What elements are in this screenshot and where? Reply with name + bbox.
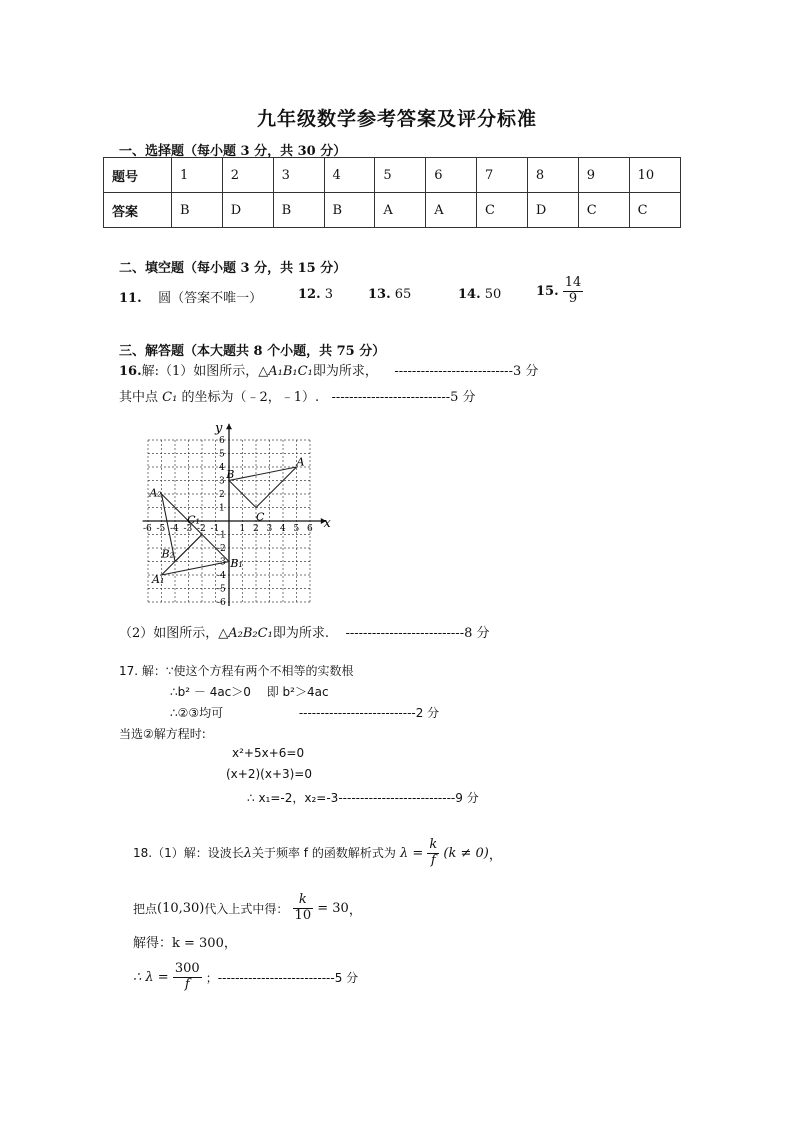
point-label-b1: B₁ (230, 556, 243, 570)
y-axis-label: y (215, 420, 223, 436)
score-marker: ---------------------------8 分 (345, 626, 490, 641)
row-header-answer: 答案 (104, 193, 172, 228)
table-cell: 8 (527, 158, 578, 193)
q18-point: (10,30) (157, 900, 205, 916)
q15-numerator: 14 (564, 275, 582, 290)
x-tick-label: 6 (307, 524, 313, 534)
q18-eq-numerator: k (429, 837, 438, 852)
answer-table (103, 157, 681, 228)
score-marker: ---------------------------9 分 (338, 791, 479, 805)
y-tick-label: 6 (219, 436, 225, 446)
x-axis-label: x (323, 516, 331, 531)
section3-heading: 三、解答题（本大题共 8 个小题，共 75 分） (119, 344, 386, 359)
table-row (104, 193, 681, 228)
q17-line7 (247, 789, 479, 806)
q18-line1-text2: 关于频率 f 的函数解析式为 (251, 845, 396, 860)
q17-line2: ∴b² － 4ac＞0 即 b²＞4ac (170, 685, 329, 699)
graph-tick-labels (143, 436, 313, 608)
table-cell: 9 (578, 158, 629, 193)
q18-eq-condition: (k ≠ 0) (443, 845, 489, 861)
q18-line2-end: ， (348, 902, 362, 918)
fill-answer-14 (458, 287, 501, 302)
q18-line2-text2: 代入上式中得： (204, 901, 289, 916)
y-tick-label: 2 (219, 490, 225, 500)
q18-eq-denominator: f (430, 852, 436, 868)
table-cell: C (477, 193, 528, 228)
q18-result-numerator: 300 (174, 961, 200, 976)
table-cell: 1 (171, 158, 222, 193)
q17-line1: 17. 解：∵使这个方程有两个不相等的实数根 (119, 664, 354, 678)
q15-fraction (563, 276, 584, 307)
q18-result-denominator: f (184, 976, 190, 992)
y-tick-label: 5 (219, 449, 225, 460)
x-tick-label: 1 (239, 524, 246, 534)
table-cell: A (375, 193, 426, 228)
y-tick-label: -3 (217, 557, 226, 568)
q15-number: 15. (536, 283, 559, 299)
point-label-a2: A₂ (149, 486, 162, 500)
table-cell: 6 (426, 158, 477, 193)
q16-line1 (119, 360, 538, 379)
y-tick-label: 4 (219, 463, 225, 473)
table-cell: 3 (273, 158, 324, 193)
point-label-c1: C₁ (187, 513, 200, 527)
fill-answer-13 (368, 287, 411, 302)
q18-line2-text: 把点 (133, 901, 158, 916)
q17-line5: x²+5x+6=0 (232, 746, 305, 760)
q18-sub-numerator: k (293, 893, 314, 909)
y-tick-label: 3 (219, 476, 225, 487)
y-tick-label: 1 (219, 503, 225, 514)
score-marker: ；---------------------------5 分 (205, 970, 359, 985)
table-row (104, 158, 681, 193)
q11-number: 11. (119, 291, 142, 306)
fill-answer-15 (536, 276, 583, 307)
q17-line4: 当选②解方程时: (119, 727, 206, 741)
table-cell: C (629, 193, 680, 228)
y-tick-label: -5 (217, 584, 226, 595)
point-label-a1: A₁ (152, 573, 165, 587)
table-cell: B (324, 193, 375, 228)
q16-triangle1: A₁B₁C₁ (268, 364, 313, 379)
table-cell: D (222, 193, 273, 228)
section1-heading: 一、选择题（每小题 3 分，共 30 分） (119, 144, 347, 159)
q13-number: 13. (368, 287, 391, 302)
x-tick-label: -1 (210, 524, 220, 534)
table-cell: B (273, 193, 324, 228)
q18-line4 (133, 962, 358, 993)
q14-answer: 50 (484, 287, 502, 302)
q13-answer: 65 (394, 287, 412, 302)
q16-number: 16. (119, 364, 142, 379)
q18-result-lhs: ∴ λ = (133, 969, 169, 985)
table-cell: 4 (324, 158, 375, 193)
table-cell: 7 (477, 158, 528, 193)
q18-line2 (133, 893, 362, 924)
q16-text2: 即为所求， (312, 364, 378, 379)
score-marker: ---------------------------5 分 (331, 390, 476, 405)
table-cell: 10 (629, 158, 680, 193)
q16-text: 解:（1）如图所示，△ (141, 364, 269, 379)
q18-sub-fraction (293, 893, 314, 924)
q18-eq-fraction (427, 838, 439, 869)
y-tick-label: -2 (217, 544, 226, 554)
table-cell: C (578, 193, 629, 228)
q16-line3-text2: 即为所求. (272, 626, 329, 641)
row-header-question: 题号 (104, 158, 172, 193)
point-label-a: A (296, 455, 305, 469)
q16-point-c1: C₁ (162, 390, 178, 405)
q15-denominator: 9 (568, 290, 578, 306)
q12-number: 12. (298, 287, 321, 302)
q17-line7-text: ∴ x₁=-2，x₂=-3 (247, 791, 339, 805)
score-marker: ---------------------------3 分 (394, 364, 539, 379)
point-label-b2: B₂ (161, 547, 174, 561)
x-tick-label: -5 (156, 524, 166, 534)
table-cell: 5 (375, 158, 426, 193)
y-tick-label: -1 (217, 530, 226, 541)
q18-line3: 解得：k = 300， (133, 936, 237, 951)
x-tick-label: 3 (266, 524, 273, 534)
y-tick-label: -4 (217, 571, 226, 581)
x-tick-label: -4 (170, 524, 179, 534)
page-title: 九年级数学参考答案及评分标准 (256, 108, 537, 130)
x-tick-label: -3 (183, 524, 193, 534)
q17-line6: (x+2)(x+3)=0 (226, 767, 312, 781)
point-label-b: B (226, 467, 235, 481)
section2-heading: 二、填空题（每小题 3 分，共 15 分） (119, 261, 347, 276)
q18-line1 (133, 838, 502, 869)
fill-answer-12 (298, 287, 333, 302)
q14-number: 14. (458, 287, 481, 302)
q18-eq-lhs: λ = (399, 845, 424, 861)
q17-line3 (170, 704, 439, 721)
x-tick-label: 4 (280, 524, 286, 534)
x-tick-label: -2 (197, 524, 206, 534)
x-tick-label: 5 (293, 524, 300, 534)
table-cell: 2 (222, 158, 273, 193)
q16-line3 (119, 622, 490, 641)
y-axis-arrow (226, 424, 232, 429)
q16-line2-text: 其中点 (119, 390, 163, 405)
coordinate-graph (135, 408, 335, 608)
q16-triangle2: A₂B₂C₁ (228, 626, 273, 641)
table-cell: B (171, 193, 222, 228)
fill-answer-11 (119, 287, 262, 306)
table-cell: A (426, 193, 477, 228)
point-label-c: C (256, 510, 265, 524)
table-cell: D (527, 193, 578, 228)
x-tick-label: 2 (253, 524, 259, 534)
triangle-abc (229, 467, 297, 508)
y-tick-label: -6 (217, 598, 226, 608)
q16-line3-text: （2）如图所示，△ (119, 626, 229, 641)
q11-answer: 圆（答案不唯一） (158, 291, 263, 306)
graph-axes (143, 421, 332, 606)
x-tick-label: -6 (143, 524, 152, 534)
score-marker: ---------------------------2 分 (298, 706, 440, 720)
q18-line1-end: ， (488, 847, 502, 863)
q12-answer: 3 (324, 287, 334, 302)
q18-result-fraction (173, 962, 202, 993)
q16-line2 (119, 386, 476, 405)
q16-line2-coords: 的坐标为（﹣2，﹣1）. (177, 390, 320, 405)
q18-line1-text: 18.（1）解：设波长 (133, 845, 244, 860)
q18-lambda: λ (243, 845, 252, 861)
q18-sub-rhs: = 30 (317, 900, 349, 916)
q18-sub-denominator: 10 (294, 907, 312, 923)
q17-line3-text: ∴②③均可 (170, 706, 224, 720)
